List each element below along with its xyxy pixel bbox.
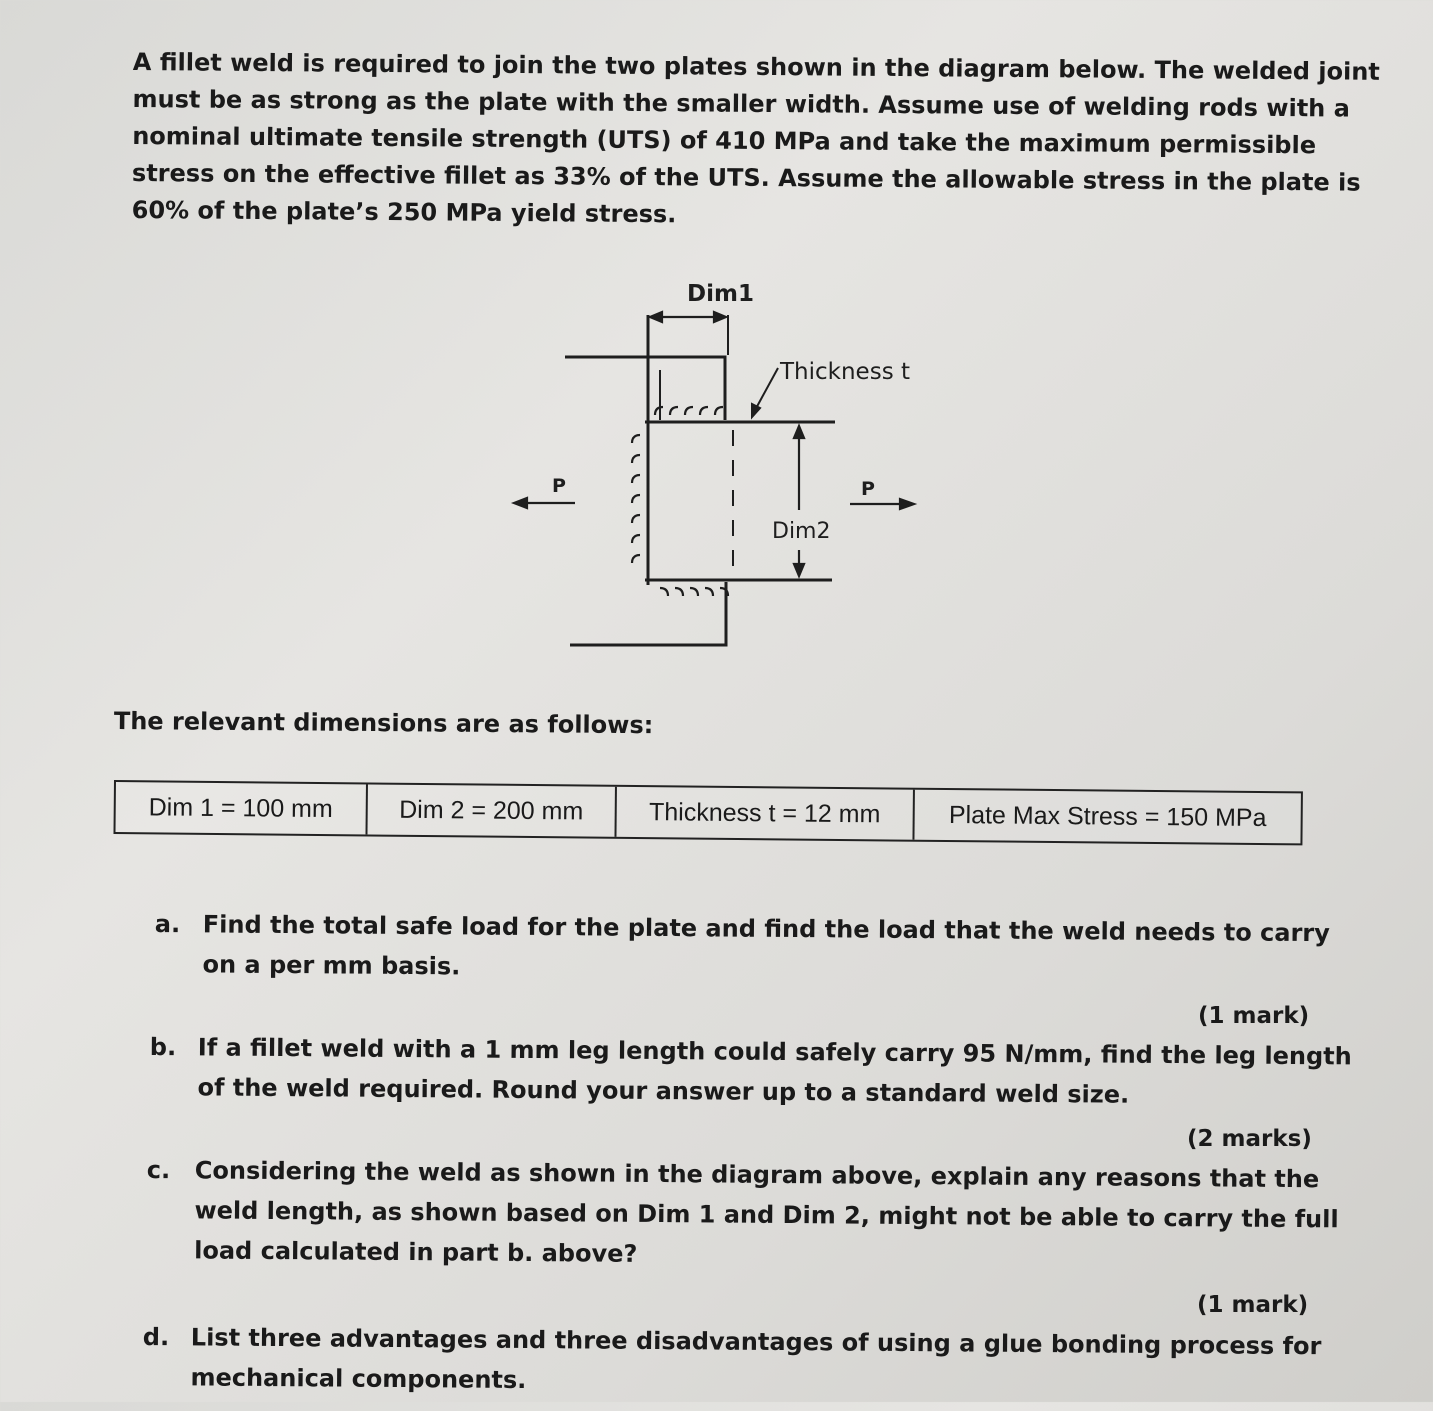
- question-b: [149, 1027, 1352, 1126]
- intro-line: stress on the effective fillet as 33% of the UTS. Assume the allowable stress in the plate is: [131, 158, 1361, 197]
- question-c: [146, 1150, 1339, 1289]
- dim2-label: Dim2: [772, 519, 831, 544]
- dimension-cell-plate-stress: Plate Max Stress = 150 MPa: [948, 800, 1267, 832]
- question-text-line: load calculated in part b. above?: [194, 1236, 638, 1268]
- load-arrows: [514, 498, 914, 509]
- lower-plate-edge: [570, 582, 726, 645]
- weld-bead-symbols: [632, 407, 728, 596]
- intro-line: 60% of the plate’s 250 MPa yield stress.: [131, 195, 677, 229]
- question-text-line: Find the total safe load for the plate and find the load that the weld needs to carry: [202, 910, 1330, 948]
- side-weld-bead: [632, 435, 640, 563]
- dimension-cell-thickness: Thickness t = 12 mm: [616, 787, 914, 840]
- dim1-arrow: [650, 312, 726, 322]
- question-d: [142, 1317, 1322, 1411]
- dimension-cell-dim1: Dim 1 = 100 mm: [116, 782, 368, 834]
- dim1-label: Dim1: [687, 281, 754, 307]
- question-text-line: If a fillet weld with a 1 mm leg length could safely carry 95 N/mm, find the leg length: [197, 1033, 1352, 1071]
- intro-line: must be as strong as the plate with the smaller width. Assume use of welding rods with a: [132, 84, 1350, 123]
- thickness-leader: [752, 368, 778, 417]
- dim2-arrow: [794, 426, 804, 576]
- question-text-line: List three advantages and three disadvantages of using a glue bonding process for: [190, 1323, 1322, 1361]
- marks-c: (1 mark): [1197, 1292, 1309, 1318]
- show-through-marks: [1190, 220, 1200, 380]
- dimensions-heading: The relevant dimensions are as follows:: [113, 707, 654, 740]
- question-letter: c.: [146, 1155, 171, 1185]
- question-text-line: Considering the weld as shown in the diagram above, explain any reasons that the: [194, 1156, 1320, 1194]
- question-text-line: weld length, as shown based on Dim 1 and Dim 2, might not be able to carry the full: [194, 1196, 1339, 1234]
- question-letter: a.: [154, 909, 181, 939]
- load-label-left: P: [552, 475, 566, 497]
- question-text-line: on a per mm basis.: [202, 950, 461, 981]
- weld-diagram: [490, 270, 950, 660]
- question-text-line: of the weld required. Round your answer up to a standard weld size.: [197, 1073, 1130, 1109]
- question-letter: b.: [149, 1032, 177, 1062]
- marks-a: (1 mark): [1198, 1003, 1310, 1029]
- load-label-right: P: [861, 478, 875, 500]
- thickness-label: Thickness t: [780, 359, 911, 385]
- intro-line: A fillet weld is required to join the two plates shown in the diagram below. The welded joint: [132, 47, 1380, 86]
- dimensions-table: [113, 780, 1302, 845]
- top-weld-bead: [655, 407, 723, 415]
- question-a: [154, 904, 1330, 1003]
- intro-line: nominal ultimate tensile strength (UTS) of 410 MPa and take the maximum permissible: [132, 121, 1317, 160]
- bottom-weld-bead: [660, 588, 728, 596]
- question-text-line: mechanical components.: [190, 1363, 527, 1395]
- problem-statement: [131, 44, 1380, 238]
- dimension-cell-dim2: Dim 2 = 200 mm: [367, 784, 616, 836]
- weld-diagram-drawing: [490, 270, 950, 660]
- question-letter: d.: [142, 1322, 170, 1352]
- marks-b: (2 marks): [1187, 1126, 1312, 1152]
